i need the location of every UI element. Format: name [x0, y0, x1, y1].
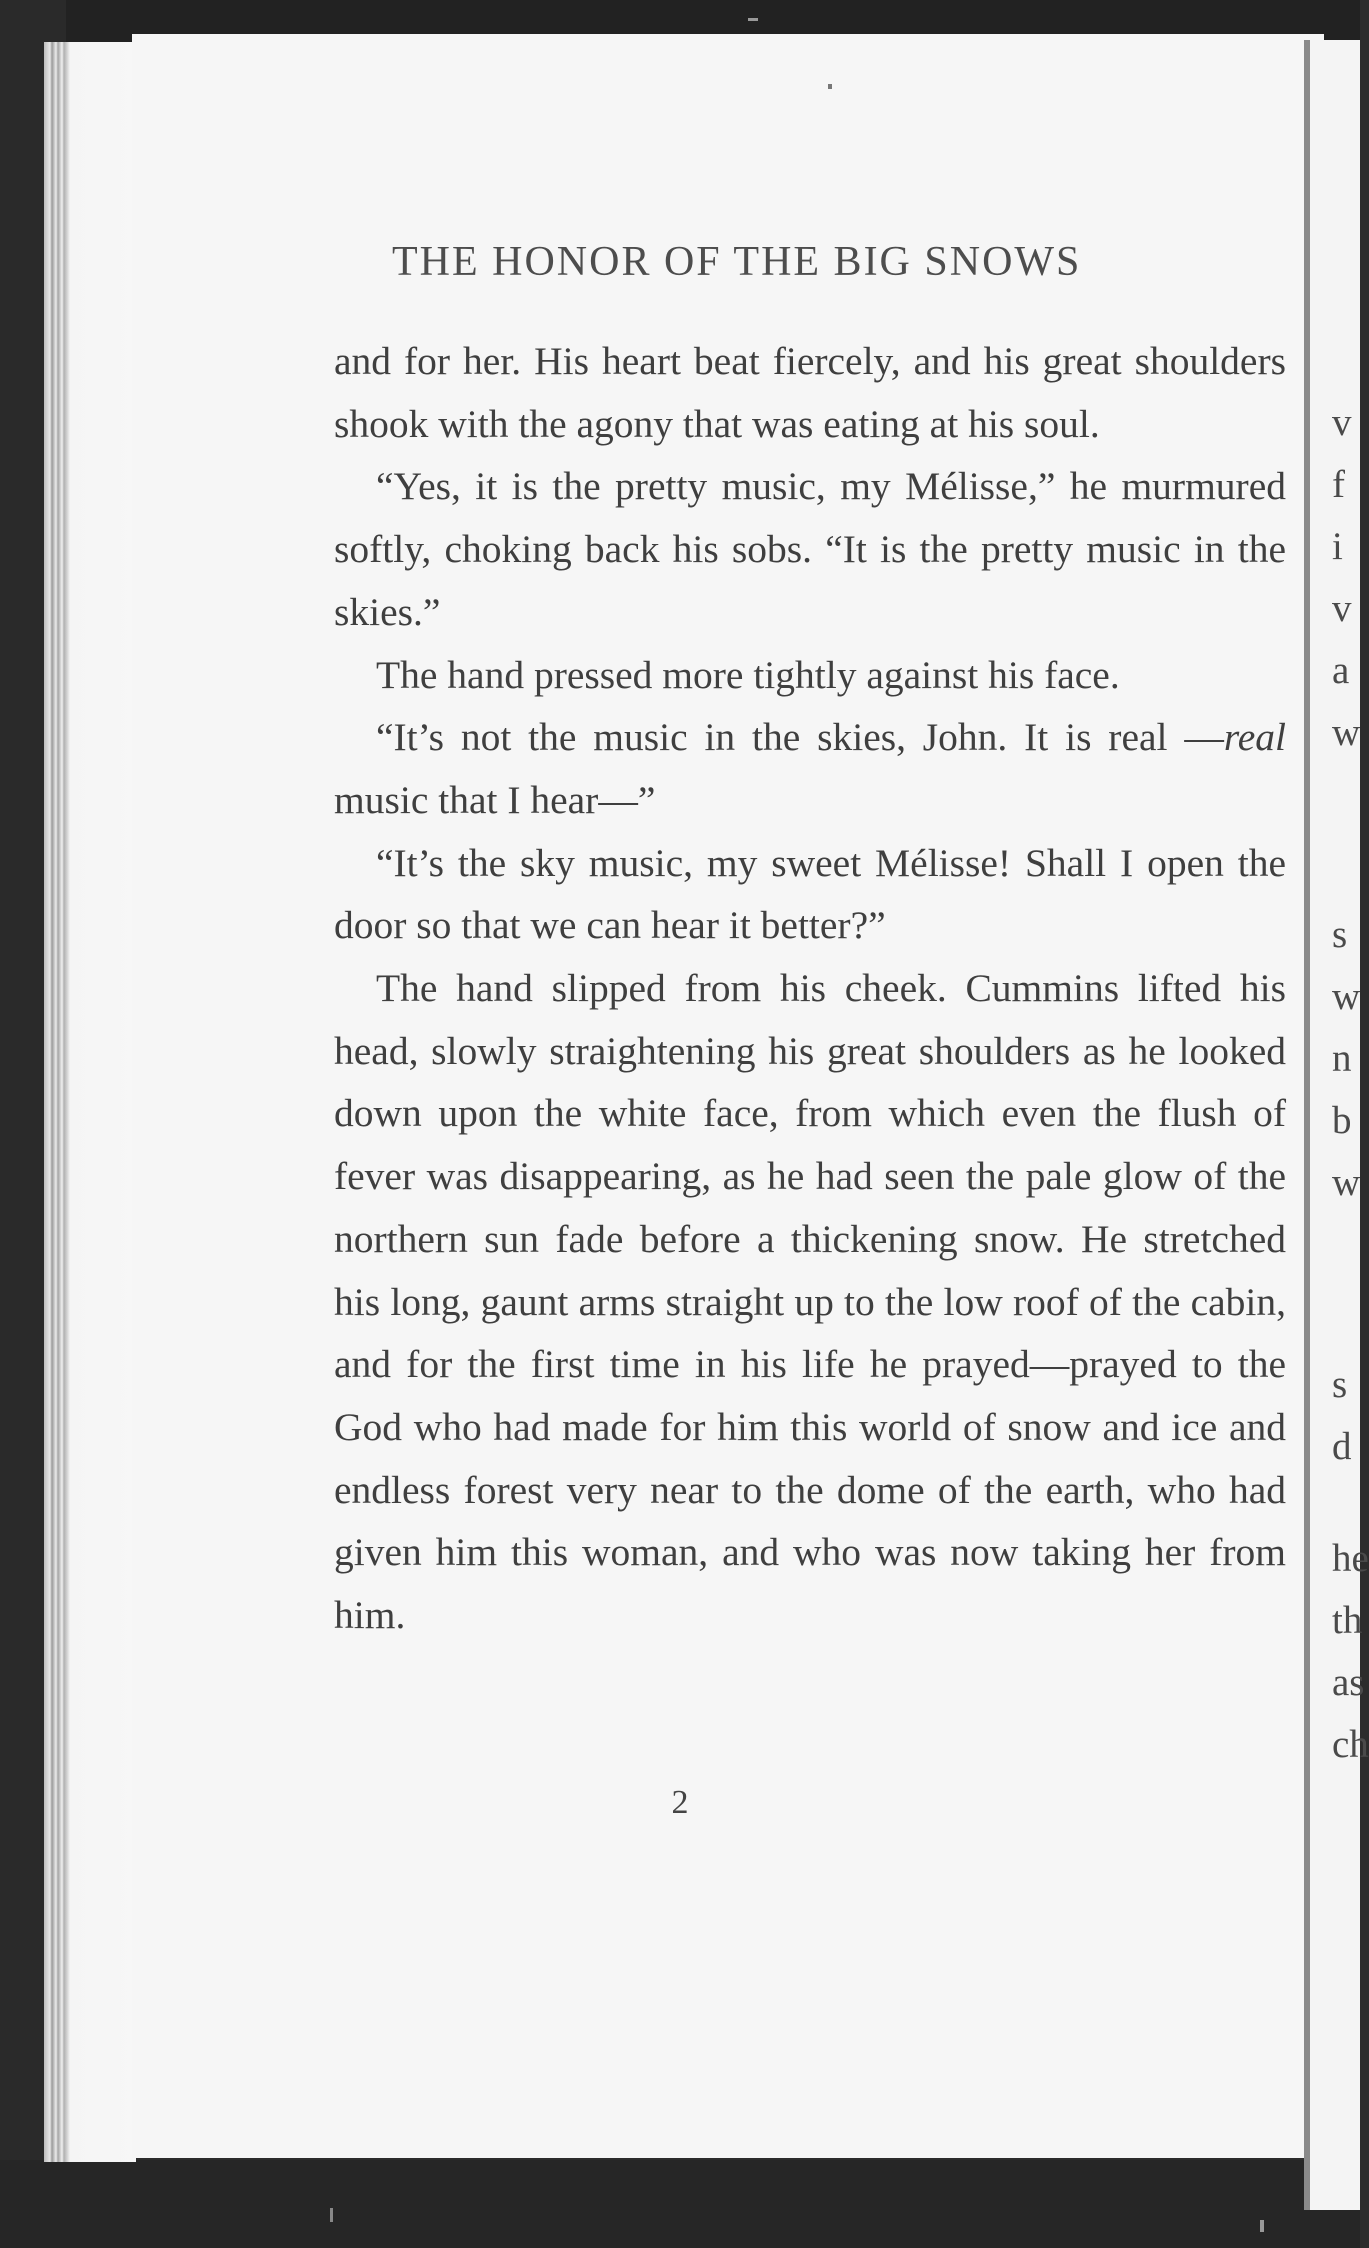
adjacent-page-fragment: v — [1332, 401, 1352, 444]
running-head: THE HONOR OF THE BIG SNOWS — [392, 239, 1082, 285]
paragraph — [334, 706, 1286, 831]
adjacent-page-fragment: w — [1332, 711, 1361, 754]
adjacent-page-fragment: s — [1332, 1363, 1348, 1406]
italic-text: real — [1223, 715, 1286, 760]
paragraph-text: “Yes, it is the pretty music, my Mélisse,” he murmured softly, choking back his sobs. “It is the pretty music in the skies.” — [334, 464, 1286, 634]
adjacent-page-fragment: b — [1332, 1099, 1352, 1142]
paragraph-text: music that I hear—” — [334, 777, 656, 822]
scan-speck — [748, 18, 758, 21]
adjacent-page-fragment: ch — [1332, 1723, 1369, 1766]
paragraph — [334, 330, 1286, 455]
scan-background-bottom — [0, 2160, 1360, 2248]
adjacent-page-fragment: a — [1332, 649, 1350, 692]
page-number: 2 — [671, 1784, 689, 1821]
book-page-edges — [44, 42, 136, 2162]
adjacent-page-fragment: v — [1332, 587, 1352, 630]
paragraph-text: and for her. His heart beat fiercely, and his great shoulders shook with the agony that was eating at his soul. — [334, 339, 1286, 446]
adjacent-page-fragment: as — [1332, 1661, 1365, 1704]
adjacent-page-fragment: w — [1332, 975, 1361, 1018]
paragraph-text: “It’s the sky music, my sweet Mélisse! Shall I open the door so that we can hear it better?” — [334, 840, 1286, 948]
adjacent-page-fragment: f — [1332, 463, 1345, 506]
scan-speck — [330, 2208, 333, 2222]
paragraph — [334, 455, 1286, 643]
adjacent-page-fragment: s — [1332, 913, 1348, 956]
adjacent-page-fragment: he — [1332, 1537, 1369, 1580]
paragraph-text: “It’s not the music in the skies, John. It is real — — [376, 715, 1224, 760]
adjacent-page-fragment: d — [1332, 1425, 1352, 1468]
body-text — [334, 330, 1286, 1647]
paragraph-text: The hand pressed more tightly against his face. — [376, 652, 1120, 697]
paragraph — [334, 957, 1286, 1647]
paragraph — [334, 644, 1286, 707]
paragraph — [334, 832, 1286, 957]
adjacent-page-fragment: i — [1332, 525, 1343, 568]
scan-speck — [1260, 2220, 1264, 2232]
adjacent-page-edge — [1304, 40, 1369, 2210]
paragraph-text: The hand slipped from his cheek. Cummins lifted his head, slowly straightening his great shoulders as he looked down upon the white face, from which even the flush of fever was disappearing, as he had seen the pale glow of the northern sun fade before a thickening snow. He stretched his long, gaunt arms straight up to the low roof of the cabin, and for the first time in his life he prayed—prayed to the God who had made for him this world of snow and ice and endless forest very near to the dome of the earth, who had given him this woman, and who was now taking her from him. — [334, 966, 1286, 1638]
adjacent-page-fragment: n — [1332, 1037, 1352, 1080]
adjacent-page-fragment: w — [1332, 1161, 1361, 1204]
scan-speck — [828, 84, 832, 89]
adjacent-page-fragment: th — [1332, 1599, 1363, 1642]
